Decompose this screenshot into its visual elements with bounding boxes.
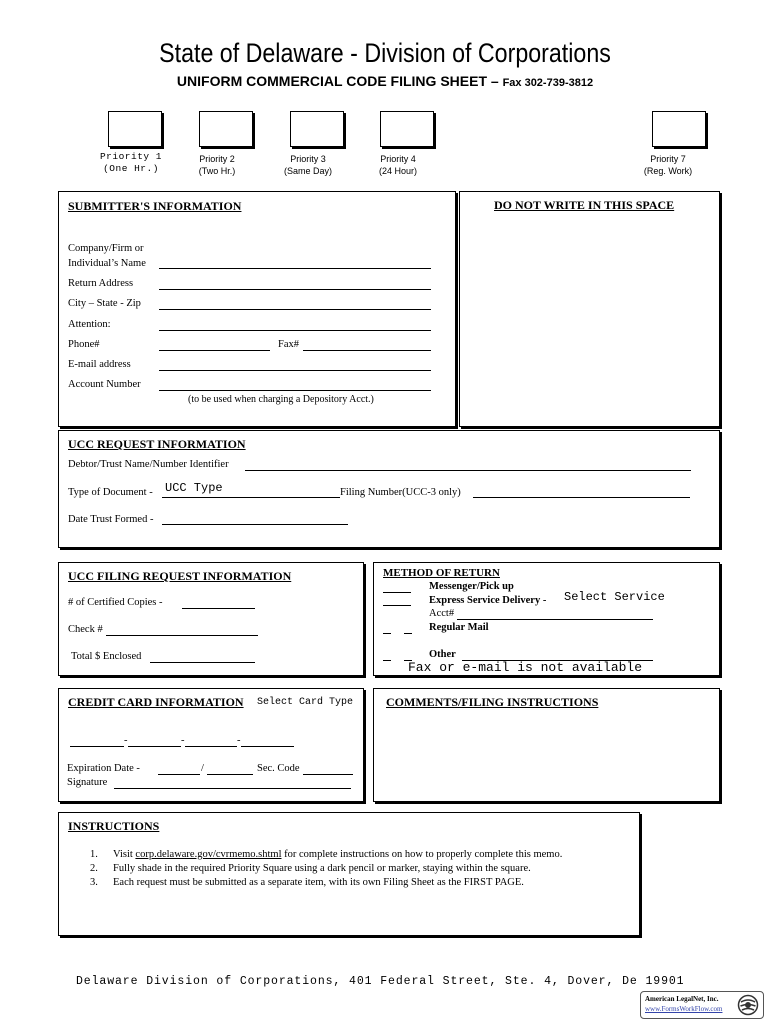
footer-address: Delaware Division of Corporations, 401 Federal Street, Ste. 4, Dover, De 19901	[76, 975, 685, 988]
acct-field[interactable]	[457, 619, 653, 620]
priority-7-checkbox[interactable]	[652, 111, 706, 147]
type-of-document-label: Type of Document -	[68, 487, 153, 498]
sec-code-field[interactable]	[303, 774, 353, 775]
express-service-select[interactable]: Select Service	[564, 590, 665, 604]
express-label: Express Service Delivery -	[429, 595, 547, 606]
messenger-label: Messenger/Pick up	[429, 581, 514, 592]
brand-url[interactable]: www.FormsWorkFlow.com	[645, 1005, 723, 1013]
priority-4-checkbox[interactable]	[380, 111, 434, 147]
fax-number: Fax 302-739-3812	[502, 77, 594, 89]
instructions-link[interactable]: corp.delaware.gov/cvrmemo.shtml	[135, 849, 282, 860]
city-state-zip-field[interactable]	[159, 309, 431, 310]
account-number-label: Account Number	[68, 379, 141, 390]
filing-number-field[interactable]	[473, 497, 690, 498]
card-number-group-4[interactable]	[241, 746, 294, 747]
ucc-filing-heading: UCC FILING REQUEST INFORMATION	[68, 569, 292, 583]
priority-4-label: Priority 4 (24 Hour)	[378, 154, 417, 176]
acct-label: Acct#	[429, 608, 455, 619]
page-title: State of Delaware - Division of Corporations	[159, 38, 611, 68]
account-note: (to be used when charging a Depository Acct.)	[188, 394, 374, 405]
other-checkbox-a[interactable]	[383, 660, 391, 661]
debtor-field[interactable]	[245, 470, 691, 471]
office-use-panel	[459, 191, 720, 427]
regular-mail-checkbox-b[interactable]	[404, 633, 412, 634]
instruction-item-1: 1. Visit corp.delaware.gov/cvrmemo.shtml for complete instructions on how to properly complete this memo.	[90, 849, 563, 860]
account-number-field[interactable]	[159, 390, 431, 391]
method-heading: METHOD OF RETURN	[383, 567, 500, 579]
card-number-group-3[interactable]	[185, 746, 237, 747]
priority-3-label: Priority 3 (Same Day)	[283, 154, 332, 176]
total-enclosed-label: Total $ Enclosed	[71, 651, 142, 662]
priority-2-label: Priority 2 (Two Hr.)	[198, 154, 236, 176]
company-label-line1: Company/Firm or	[68, 243, 144, 254]
signature-label: Signature	[67, 777, 108, 788]
return-address-label: Return Address	[68, 278, 134, 289]
check-number-label: Check #	[68, 624, 103, 635]
express-checkbox[interactable]	[383, 605, 411, 606]
submitter-heading: SUBMITTER'S INFORMATION	[68, 199, 242, 213]
priority-3-checkbox[interactable]	[290, 111, 344, 147]
expiration-year-field[interactable]	[207, 774, 253, 775]
phone-field[interactable]	[159, 350, 270, 351]
attention-label: Attention:	[68, 319, 111, 330]
priority-7-label: Priority 7 (Reg. Work)	[643, 154, 693, 176]
check-number-field[interactable]	[106, 635, 258, 636]
other-label: Other	[429, 649, 456, 660]
certified-copies-field[interactable]	[182, 608, 255, 609]
card-dash-2: -	[181, 735, 185, 746]
email-field[interactable]	[159, 370, 431, 371]
city-state-zip-label: City – State - Zip	[68, 298, 141, 309]
type-of-document-select[interactable]: UCC Type	[165, 481, 223, 495]
comments-heading: COMMENTS/FILING INSTRUCTIONS	[386, 695, 599, 709]
card-type-select[interactable]: Select Card Type	[257, 697, 354, 708]
card-dash-1: -	[124, 735, 128, 746]
phone-label: Phone#	[68, 339, 100, 350]
attention-field[interactable]	[159, 330, 431, 331]
brand-badge	[640, 991, 764, 1019]
signature-field[interactable]	[114, 788, 351, 789]
company-name-field[interactable]	[159, 268, 431, 269]
sec-code-label: Sec. Code	[257, 763, 300, 774]
regular-mail-checkbox-a[interactable]	[383, 633, 391, 634]
debtor-label: Debtor/Trust Name/Number Identifier	[68, 459, 229, 470]
regular-mail-label: Regular Mail	[429, 622, 489, 633]
certified-copies-label: # of Certified Copies -	[68, 597, 163, 608]
priority-2-checkbox[interactable]	[199, 111, 253, 147]
email-label: E-mail address	[68, 359, 131, 370]
instruction-item-2: 2. Fully shade in the required Priority Square using a dark pencil or marker, staying within the square.	[90, 863, 531, 874]
return-address-field[interactable]	[159, 289, 431, 290]
brand-name: American LegalNet, Inc.	[645, 995, 719, 1003]
credit-card-heading: CREDIT CARD INFORMATION	[68, 695, 244, 709]
other-note: Fax or e-mail is not available	[408, 660, 643, 675]
instructions-heading: INSTRUCTIONS	[68, 819, 160, 833]
date-trust-label: Date Trust Formed -	[68, 514, 154, 525]
card-number-group-2[interactable]	[128, 746, 181, 747]
card-dash-3: -	[237, 735, 241, 746]
expiration-label: Expiration Date -	[67, 763, 140, 774]
fax-field[interactable]	[303, 350, 431, 351]
instruction-item-3: 3. Each request must be submitted as a separate item, with its own Filing Sheet as the FIRST PAGE.	[90, 877, 524, 888]
ucc-request-heading: UCC REQUEST INFORMATION	[68, 437, 246, 451]
priority-1-label: Priority 1 (One Hr.)	[99, 151, 162, 174]
company-label-line2: Individual’s Name	[68, 258, 146, 269]
form-subtitle	[0, 73, 770, 89]
total-enclosed-field[interactable]	[150, 662, 255, 663]
filing-number-label: Filing Number(UCC-3 only)	[340, 487, 461, 498]
do-not-write-heading: DO NOT WRITE IN THIS SPACE	[494, 198, 675, 212]
date-trust-field[interactable]	[162, 524, 348, 525]
fax-label: Fax#	[278, 339, 299, 350]
type-of-document-field[interactable]	[162, 497, 340, 498]
expiration-month-field[interactable]	[158, 774, 200, 775]
subtitle-text: UNIFORM COMMERCIAL CODE FILING SHEET –	[176, 73, 499, 89]
messenger-checkbox[interactable]	[383, 592, 411, 593]
globe-icon	[737, 994, 759, 1016]
priority-1-checkbox[interactable]	[108, 111, 162, 147]
card-number-group-1[interactable]	[70, 746, 124, 747]
expiration-slash: /	[201, 763, 204, 774]
